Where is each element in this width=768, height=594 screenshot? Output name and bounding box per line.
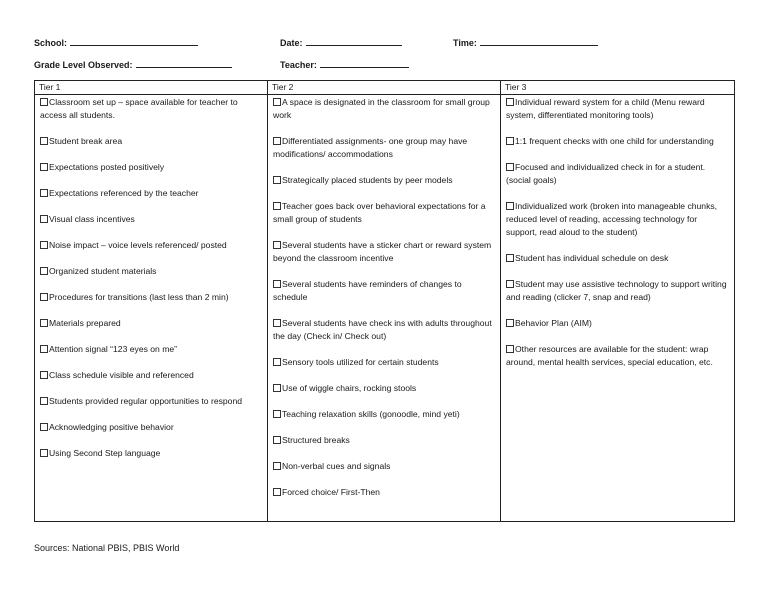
checklist-item <box>273 408 496 421</box>
checklist-item-label: Focused and individualized check in for a student. (social goals) <box>506 162 706 185</box>
checklist-item-label: Structured breaks <box>282 435 350 445</box>
checkbox-icon[interactable] <box>40 319 48 327</box>
tier2-header: Tier 2 <box>268 81 501 95</box>
checklist-item-label: Visual class incentives <box>49 214 135 224</box>
checklist-item <box>273 460 496 473</box>
checkbox-icon[interactable] <box>40 241 48 249</box>
checkbox-icon[interactable] <box>40 267 48 275</box>
checklist-item <box>506 317 730 330</box>
checklist-item <box>40 96 263 122</box>
teacher-blank[interactable] <box>320 59 409 68</box>
checklist-item-label: Differentiated assignments- one group may have modifications/ accommodations <box>273 136 468 159</box>
checkbox-icon[interactable] <box>506 98 514 106</box>
checklist-item-label: Teacher goes back over behavioral expectations for a small group of students <box>273 201 486 224</box>
checkbox-icon[interactable] <box>40 98 48 106</box>
checklist-item <box>40 213 263 226</box>
checklist-item-label: Procedures for transitions (last less than 2 min) <box>49 292 229 302</box>
checklist-item <box>40 187 263 200</box>
date-label: Date: <box>280 38 303 48</box>
checkbox-icon[interactable] <box>273 98 281 106</box>
checkbox-icon[interactable] <box>273 436 281 444</box>
time-blank[interactable] <box>480 37 598 46</box>
checkbox-icon[interactable] <box>40 345 48 353</box>
checklist-item-label: Student break area <box>49 136 123 146</box>
checklist-item-label: Several students have check ins with adults throughout the day (Check in/ Check out) <box>273 318 492 341</box>
tier2-column <box>268 95 501 522</box>
grade-field[interactable] <box>34 59 232 70</box>
checkbox-icon[interactable] <box>273 410 281 418</box>
checklist-item <box>40 343 263 356</box>
checklist-item <box>506 200 730 239</box>
table-row <box>35 95 735 522</box>
checklist-item-label: Materials prepared <box>49 318 121 328</box>
checklist-item <box>273 278 496 304</box>
checklist-item-label: Classroom set up – space available for teacher to access all students. <box>40 97 238 120</box>
checklist-item-label: Expectations posted positively <box>49 162 165 172</box>
checklist-item-label: Use of wiggle chairs, rocking stools <box>282 383 417 393</box>
checkbox-icon[interactable] <box>40 163 48 171</box>
checklist-item <box>40 447 263 460</box>
checklist-item-label: Several students have a sticker chart or reward system beyond the classroom incentive <box>273 240 492 263</box>
tier-checklist-table <box>34 80 735 522</box>
checkbox-icon[interactable] <box>506 163 514 171</box>
checklist-item <box>40 135 263 148</box>
checklist-item <box>273 135 496 161</box>
checklist-item <box>273 317 496 343</box>
checkbox-icon[interactable] <box>506 202 514 210</box>
checklist-item <box>506 135 730 148</box>
checklist-item <box>40 395 263 408</box>
tier3-header: Tier 3 <box>501 81 735 95</box>
checkbox-icon[interactable] <box>40 137 48 145</box>
checkbox-icon[interactable] <box>40 423 48 431</box>
checkbox-icon[interactable] <box>40 449 48 457</box>
checkbox-icon[interactable] <box>273 176 281 184</box>
grade-blank[interactable] <box>136 59 232 68</box>
checkbox-icon[interactable] <box>273 202 281 210</box>
checklist-item-label: Student may use assistive technology to support writing and reading (clicker 7, snap and read) <box>506 279 727 302</box>
checklist-item <box>506 96 730 122</box>
time-field[interactable] <box>453 37 598 48</box>
date-blank[interactable] <box>306 37 402 46</box>
checklist-item <box>273 200 496 226</box>
checklist-item <box>273 356 496 369</box>
checklist-item <box>506 343 730 369</box>
school-label: School: <box>34 38 67 48</box>
checklist-item-label: Acknowledging positive behavior <box>49 422 174 432</box>
checkbox-icon[interactable] <box>273 462 281 470</box>
checklist-item <box>273 239 496 265</box>
grade-label: Grade Level Observed: <box>34 60 133 70</box>
sources-note: Sources: National PBIS, PBIS World <box>34 543 180 553</box>
checklist-item <box>273 382 496 395</box>
checklist-item-label: Noise impact – voice levels referenced/ posted <box>49 240 227 250</box>
checklist-item <box>40 161 263 174</box>
checkbox-icon[interactable] <box>506 345 514 353</box>
checklist-item-label: A space is designated in the classroom for small group work <box>273 97 490 120</box>
teacher-field[interactable] <box>280 59 409 70</box>
checklist-item-label: Other resources are available for the student: wrap around, mental health services, special education, etc. <box>506 344 713 367</box>
tier3-column <box>501 95 735 522</box>
checklist-item <box>40 265 263 278</box>
checklist-item-label: Behavior Plan (AIM) <box>515 318 592 328</box>
checklist-item-label: Teaching relaxation skills (gonoodle, mind yeti) <box>282 409 460 419</box>
checklist-item-label: Individual reward system for a child (Menu reward system, differentiated monitoring tools) <box>506 97 705 120</box>
checklist-item-label: Students provided regular opportunities to respond <box>49 396 243 406</box>
checklist-item <box>273 486 496 499</box>
checkbox-icon[interactable] <box>506 254 514 262</box>
date-field[interactable] <box>280 37 402 48</box>
checkbox-icon[interactable] <box>506 137 514 145</box>
checkbox-icon[interactable] <box>40 215 48 223</box>
table-header-row <box>35 81 735 95</box>
time-label: Time: <box>453 38 477 48</box>
teacher-label: Teacher: <box>280 60 317 70</box>
checklist-item-label: Student has individual schedule on desk <box>515 253 669 263</box>
checkbox-icon[interactable] <box>40 397 48 405</box>
checklist-item-label: Organized student materials <box>49 266 157 276</box>
checklist-item <box>506 161 730 187</box>
checklist-item <box>40 317 263 330</box>
checkbox-icon[interactable] <box>506 280 514 288</box>
checklist-item <box>40 421 263 434</box>
checklist-item <box>273 174 496 187</box>
checklist-item-label: Individualized work (broken into manageable chunks, reduced level of reading, accessing technology for support, read aloud to the student) <box>506 201 718 237</box>
checkbox-icon[interactable] <box>40 293 48 301</box>
checklist-item-label: Expectations referenced by the teacher <box>49 188 199 198</box>
checklist-item-label: Several students have reminders of changes to schedule <box>273 279 462 302</box>
checkbox-icon[interactable] <box>40 189 48 197</box>
school-blank[interactable] <box>70 37 198 46</box>
checklist-item <box>40 369 263 382</box>
tier1-column <box>35 95 268 522</box>
checkbox-icon[interactable] <box>273 319 281 327</box>
checklist-item <box>506 278 730 304</box>
checkbox-icon[interactable] <box>273 384 281 392</box>
checkbox-icon[interactable] <box>273 488 281 496</box>
checklist-item-label: Non-verbal cues and signals <box>282 461 391 471</box>
school-field[interactable] <box>34 37 198 48</box>
checkbox-icon[interactable] <box>273 358 281 366</box>
checklist-item-label: 1:1 frequent checks with one child for understanding <box>515 136 714 146</box>
tier1-header: Tier 1 <box>35 81 268 95</box>
checkbox-icon[interactable] <box>273 137 281 145</box>
checklist-item-label: Strategically placed students by peer models <box>282 175 453 185</box>
checklist-item-label: Attention signal “123 eyes on me” <box>49 344 178 354</box>
checklist-item-label: Forced choice/ First-Then <box>282 487 380 497</box>
checkbox-icon[interactable] <box>273 280 281 288</box>
checklist-item <box>506 252 730 265</box>
checklist-item-label: Using Second Step language <box>49 448 161 458</box>
checklist-item <box>40 291 263 304</box>
checklist-item <box>273 434 496 447</box>
checklist-item <box>273 96 496 122</box>
checklist-item-label: Class schedule visible and referenced <box>49 370 194 380</box>
checklist-item-label: Sensory tools utilized for certain students <box>282 357 439 367</box>
checkbox-icon[interactable] <box>40 371 48 379</box>
checklist-item <box>40 239 263 252</box>
checkbox-icon[interactable] <box>273 241 281 249</box>
checkbox-icon[interactable] <box>506 319 514 327</box>
